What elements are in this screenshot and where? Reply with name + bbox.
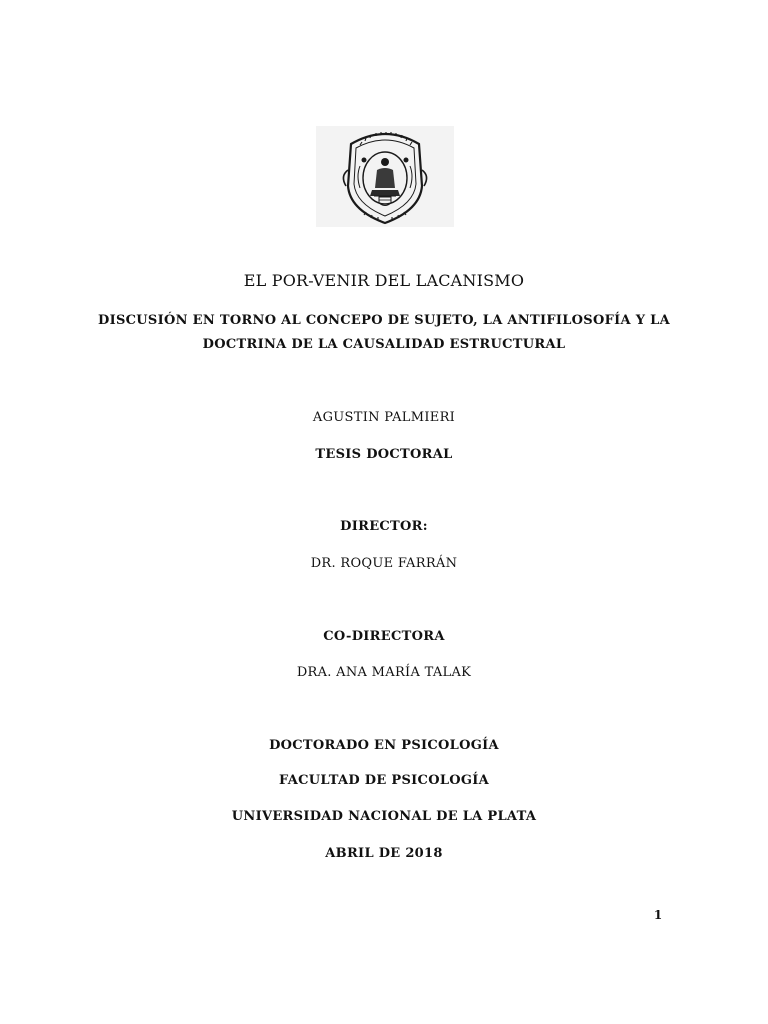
- director-name: DR. ROQUE FARRÁN: [310, 556, 458, 571]
- thesis-subtitle-line-1: DISCUSIÓN EN TORNO AL CONCEPO DE SUJETO, LA ANTIFILOSOFÍA Y LA: [98, 313, 670, 328]
- thesis-title: EL POR-VENIR DEL LACANISMO: [243, 271, 525, 290]
- director-label: DIRECTOR:: [340, 519, 428, 534]
- thesis-date: ABRIL DE 2018: [325, 846, 443, 861]
- codirector-label: CO-DIRECTORA: [323, 629, 445, 644]
- faculty-name: FACULTAD DE PSICOLOGÍA: [278, 773, 490, 788]
- thesis-subtitle-line-2: DOCTRINA DE LA CAUSALIDAD ESTRUCTURAL: [202, 337, 566, 352]
- codirector-name: DRA. ANA MARÍA TALAK: [296, 665, 472, 680]
- university-name: UNIVERSIDAD NACIONAL DE LA PLATA: [231, 809, 537, 824]
- university-seal: [316, 126, 454, 227]
- page-number: 1: [653, 908, 663, 922]
- author-name: AGUSTIN PALMIERI: [312, 410, 456, 425]
- thesis-type: TESIS DOCTORAL: [315, 447, 453, 462]
- doctoral-program: DOCTORADO EN PSICOLOGÍA: [269, 738, 499, 753]
- university-seal-icon: [316, 126, 454, 227]
